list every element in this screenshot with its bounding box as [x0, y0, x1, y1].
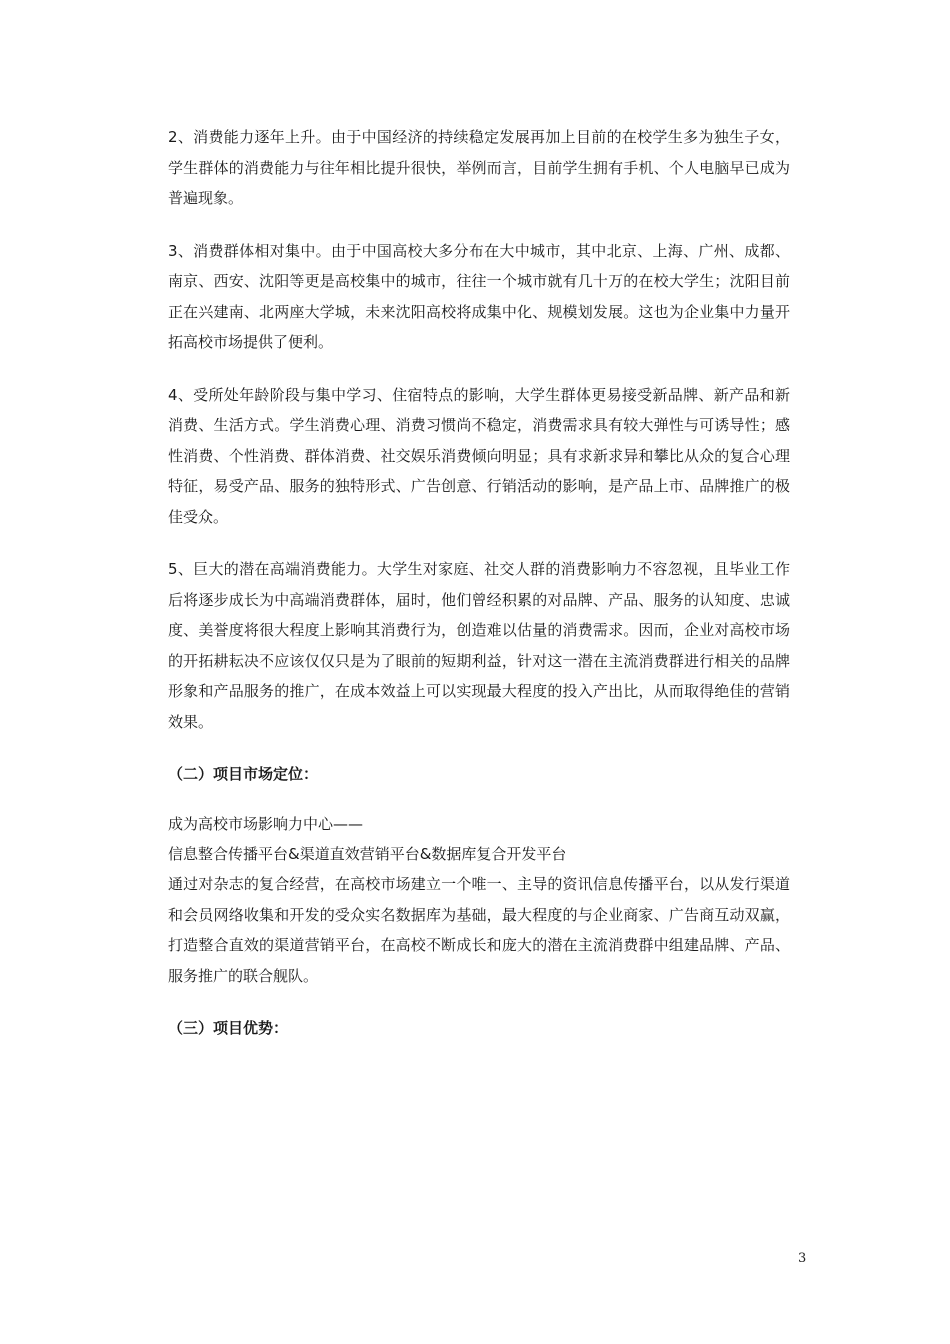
positioning-line-1: 成为高校市场影响力中心—— — [168, 815, 364, 833]
paragraph-concentrated-group: 3、消费群体相对集中。由于中国高校大多分布在大中城市，其中北京、上海、广州、成都、南京、西安、沈阳等更是高校集中的城市，往往一个城市就有几十万的在校大学生；沈阳目前正在兴建南、北两座大学城，未来沈阳高校将成集中化、规模划发展。这也为企业集中力量开拓高校市场提供了便利。 — [168, 241, 790, 351]
document-body — [168, 122, 790, 1063]
section-heading-project-advantages: （三）项目优势： — [168, 1019, 289, 1037]
section-heading-market-positioning: （二）项目市场定位： — [168, 765, 319, 783]
positioning-line-2: 信息整合传播平台&渠道直效营销平台&数据库复合开发平台 — [168, 845, 567, 863]
paragraph-potential-high-end: 5、巨大的潜在高端消费能力。大学生对家庭、社交人群的消费影响力不容忽视，且毕业工作后将逐步成长为中高端消费群体，届时，他们曾经积累的对品牌、产品、服务的认知度、忠诚度、美誉度将很大程度上影响其消费行为，创造难以估量的消费需求。因而，企业对高校市场的开拓耕耘决不应该仅仅只是为了眼前的短期利益，针对这一潜在主流消费群进行相关的品牌形象和产品服务的推广，在成本效益上可以实现最大程度的投入产出比，从而取得绝佳的营销效果。 — [168, 560, 790, 731]
paragraph-new-brands: 4、受所处年龄阶段与集中学习、住宿特点的影响，大学生群体更易接受新品牌、新产品和新消费、生活方式。学生消费心理、消费习惯尚不稳定，消费需求具有较大弹性与可诱导性；感性消费、个性消费、群体消费、社交娱乐消费倾向明显；具有求新求异和攀比从众的复合心理特征，易受产品、服务的独特形式、广告创意、行销活动的影响，是产品上市、品牌推广的极佳受众。 — [168, 385, 790, 526]
section-market-positioning-body — [168, 809, 790, 991]
positioning-paragraph: 通过对杂志的复合经营，在高校市场建立一个唯一、主导的资讯信息传播平台，以从发行渠道和会员网络收集和开发的受众实名数据库为基础，最大程度的与企业商家、广告商互动双赢，打造整合直效的渠道营销平台，在高校不断成长和庞大的潜在主流消费群中组建品牌、产品、服务推广的联合舰队。 — [168, 875, 790, 985]
page-number: 3 — [798, 1251, 807, 1266]
paragraph-consumption-ability: 2、消费能力逐年上升。由于中国经济的持续稳定发展再加上目前的在校学生多为独生子女，学生群体的消费能力与往年相比提升很快，举例而言，目前学生拥有手机、个人电脑早已成为普遍现象。 — [168, 128, 790, 207]
